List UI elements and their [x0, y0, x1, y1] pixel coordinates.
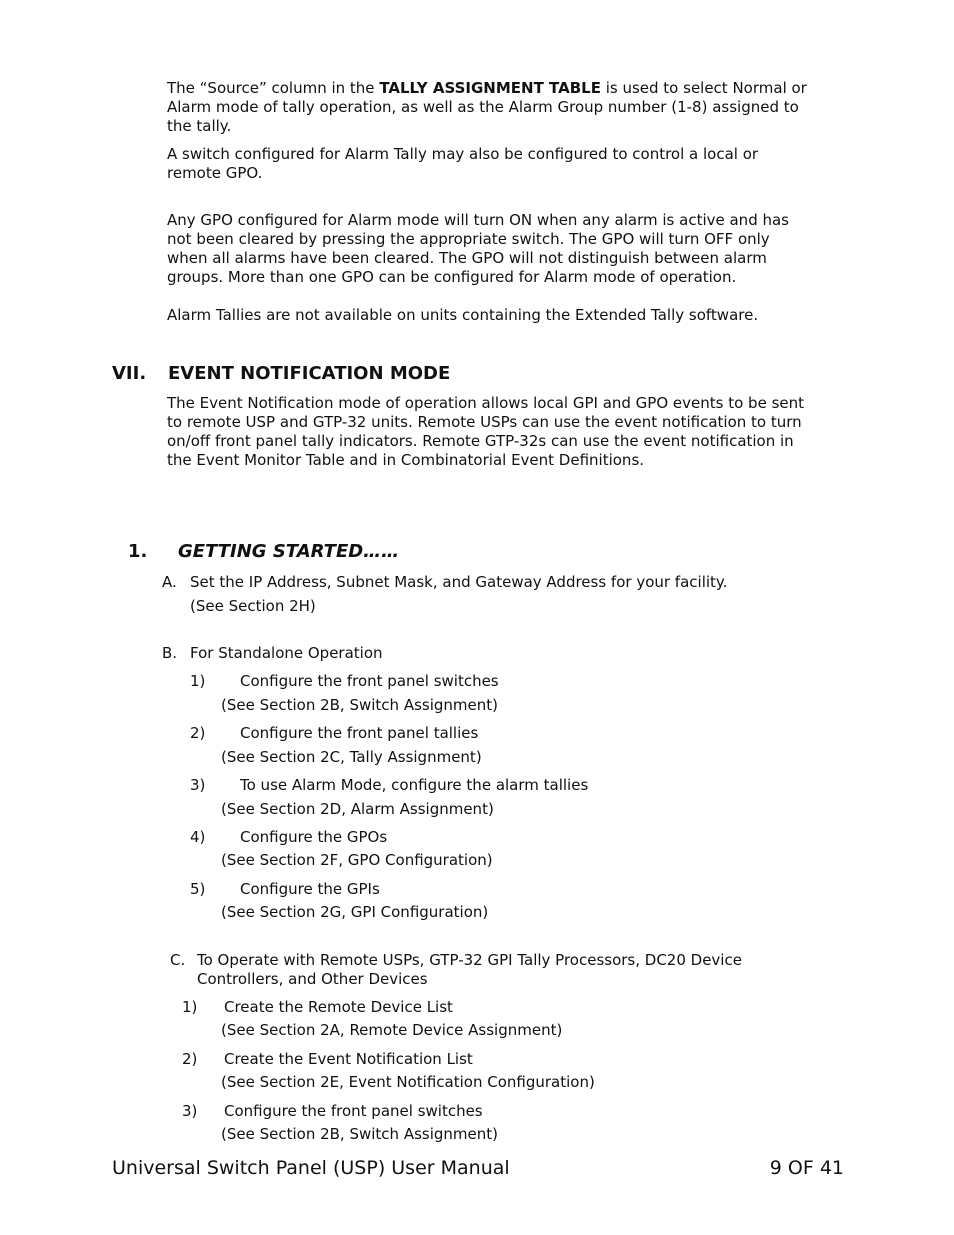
text: on/off front panel tally indicators. Remote GTP-32s can use the event notification in [167, 432, 794, 450]
list-item-number: 1) [182, 998, 198, 1016]
text: Alarm Tallies are not available on units containing the Extended Tally software. [167, 306, 759, 324]
list-item-text: Configure the front panel tallies [240, 724, 479, 742]
step-text: Controllers, and Other Devices [197, 970, 428, 988]
section-reference: (See Section 2F, GPO Configuration) [221, 851, 493, 869]
text: is used to select Normal or [600, 79, 807, 97]
step-text: For Standalone Operation [190, 644, 383, 662]
section-reference: (See Section 2B, Switch Assignment) [221, 696, 498, 714]
text: groups. More than one GPO can be configured for Alarm mode of operation. [167, 268, 737, 286]
section-reference: (See Section 2B, Switch Assignment) [221, 1125, 498, 1143]
step-text: To Operate with Remote USPs, GTP-32 GPI Tally Processors, DC20 Device [197, 951, 742, 969]
extended-tally-note [167, 306, 857, 325]
list-item-number: 4) [190, 828, 206, 846]
gpo-alarm-mode-paragraph [167, 211, 857, 287]
list-item-number: 3) [190, 776, 206, 794]
text: Any GPO configured for Alarm mode will turn ON when any alarm is active and has [167, 211, 789, 229]
list-item-text: To use Alarm Mode, configure the alarm tallies [240, 776, 589, 794]
text: to remote USP and GTP-32 units. Remote USPs can use the event notification to turn [167, 413, 802, 431]
event-notification-paragraph [167, 394, 857, 470]
section-reference: (See Section 2A, Remote Device Assignment) [221, 1021, 563, 1039]
list-item-number: 2) [182, 1050, 198, 1068]
section-number: VII. [112, 363, 147, 384]
tally-assignment-table-term: TALLY ASSIGNMENT TABLE [379, 79, 601, 97]
list-item-number: 2) [190, 724, 206, 742]
step-label: B. [162, 644, 178, 662]
text: the Event Monitor Table and in Combinatorial Event Definitions. [167, 451, 645, 469]
page-number: 9 OF 41 [769, 1157, 844, 1179]
subsection-title: GETTING STARTED…… [178, 541, 400, 562]
text: when all alarms have been cleared. The GPO will not distinguish between alarm [167, 249, 767, 267]
step-text: Set the IP Address, Subnet Mask, and Gateway Address for your facility. [190, 573, 728, 591]
list-item-number: 5) [190, 880, 206, 898]
text: not been cleared by pressing the appropriate switch. The GPO will turn OFF only [167, 230, 770, 248]
list-item-number: 3) [182, 1102, 198, 1120]
list-item-number: 1) [190, 672, 206, 690]
section-reference: (See Section 2G, GPI Configuration) [221, 903, 489, 921]
list-item-text: Configure the GPIs [240, 880, 380, 898]
step-label: C. [170, 951, 186, 969]
list-item-text: Create the Event Notification List [224, 1050, 473, 1068]
step-label: A. [162, 573, 177, 591]
subsection-number: 1. [128, 541, 148, 562]
section-title: EVENT NOTIFICATION MODE [168, 363, 451, 384]
text: The “Source” column in the [167, 79, 380, 97]
text: remote GPO. [167, 164, 263, 182]
text: A switch configured for Alarm Tally may also be configured to control a local or [167, 145, 759, 163]
list-item-text: Configure the GPOs [240, 828, 388, 846]
list-item-text: Configure the front panel switches [224, 1102, 483, 1120]
list-item-text: Configure the front panel switches [240, 672, 499, 690]
text: Alarm mode of tally operation, as well as the Alarm Group number (1-8) assigned to [167, 98, 799, 116]
list-item-text: Create the Remote Device List [224, 998, 453, 1016]
text: the tally. [167, 117, 232, 135]
section-reference: (See Section 2C, Tally Assignment) [221, 748, 482, 766]
section-reference: (See Section 2D, Alarm Assignment) [221, 800, 494, 818]
section-reference: (See Section 2H) [190, 597, 316, 615]
section-reference: (See Section 2E, Event Notification Configuration) [221, 1073, 595, 1091]
alarm-tally-gpo-paragraph [167, 145, 857, 183]
tally-source-paragraph [167, 79, 857, 136]
text: The Event Notification mode of operation allows local GPI and GPO events to be sent [167, 394, 805, 412]
footer-title: Universal Switch Panel (USP) User Manual [112, 1157, 510, 1179]
